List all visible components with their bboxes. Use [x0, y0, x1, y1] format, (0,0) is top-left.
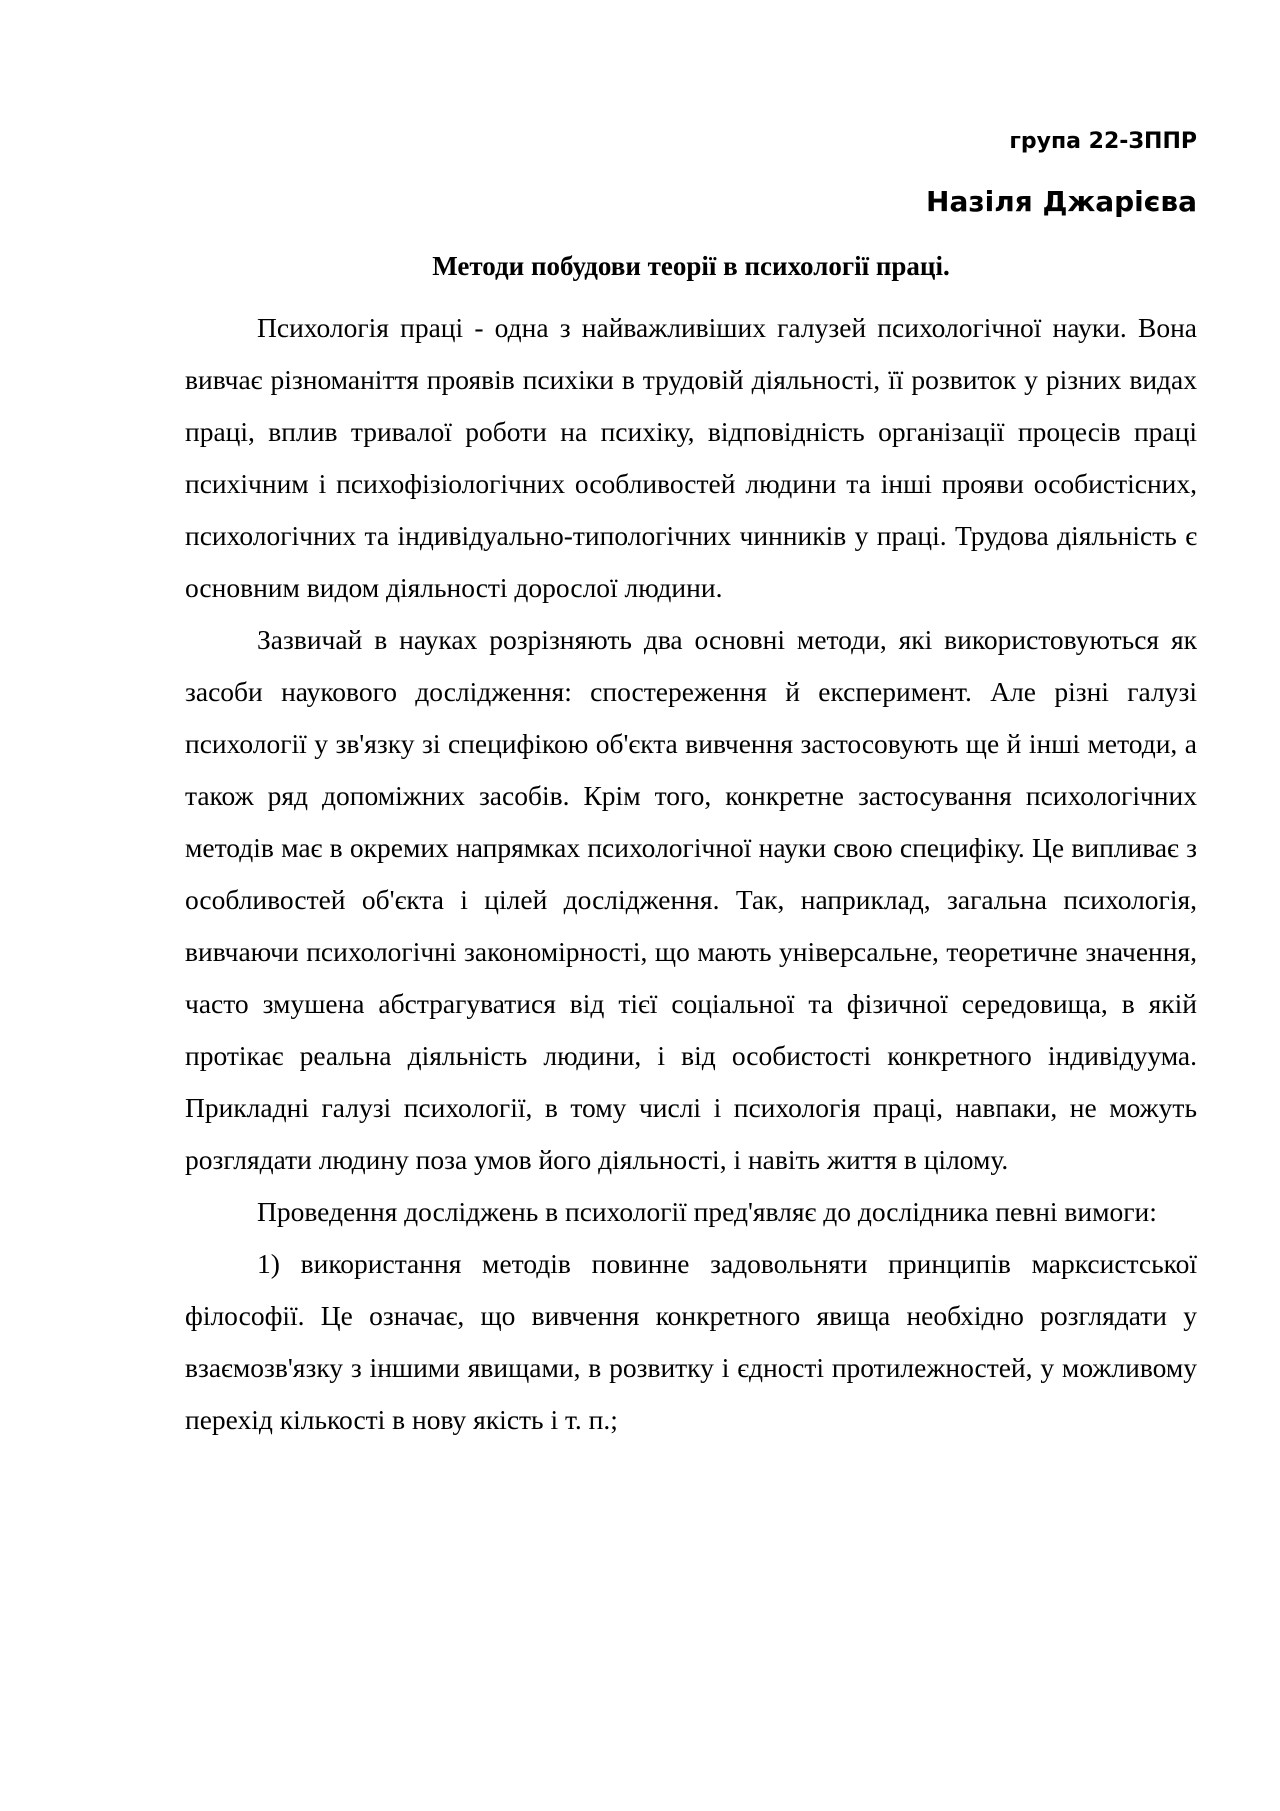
paragraph-requirement-1: 1) використання методів повинне задовольняти принципів марксистської філософії. Це означає, що вивчення конкретного явища необхідно розглядати у взаємозв'язку з іншими явищами, в розвитку і єдності протилежностей, у можливому перехід кількості в нову якість і т. п.; — [185, 1248, 1197, 1435]
document-body — [185, 302, 1197, 1446]
document-title: Методи побудови теорії в психології праці. — [432, 251, 950, 281]
paragraph-requirements: Проведення досліджень в психології пред'являє до дослідника певні вимоги: — [257, 1196, 1157, 1227]
paragraph-intro: Психологія праці - одна з найважливіших галузей психологічної науки. Вона вивчає різноманіття проявів психіки в трудовій діяльності, її розвиток у різних видах праці, вплив тривалої роботи на психіку, відповідність організації процесів праці психічним і психофізіологічних особливостей людини та інші прояви особистісних, психологічних та індивідуально-типологічних чинників у праці. Трудова діяльність є основним видом діяльності дорослої людини. — [185, 312, 1197, 603]
paragraph-methods: Зазвичай в науках розрізняють два основні методи, які використовуються як засоби наукового дослідження: спостереження й експеримент. Але різні галузі психології у зв'язку зі специфікою об'єкта вивчення застосовують ще й інші методи, а також ряд допоміжних засобів. Крім того, конкретне застосування психологічних методів має в окремих напрямках психологічної науки свою специфіку. Це випливає з особливостей об'єкта і цілей дослідження. Так, наприклад, загальна психологія, вивчаючи психологічні закономірності, що мають універсальне, теоретичне значення, часто змушена абстрагуватися від тієї соціальної та фізичної середовища, в якій протікає реальна діяльність людини, і від особистості конкретного індивідуума. Прикладні галузі психології, в тому числі і психологія праці, навпаки, не можуть розглядати людину поза умов його діяльності, і навіть життя в цілому. — [185, 624, 1197, 1175]
author-name: Назіля Джарієва — [926, 185, 1197, 218]
group-label: група 22-ЗППР — [1009, 129, 1197, 154]
